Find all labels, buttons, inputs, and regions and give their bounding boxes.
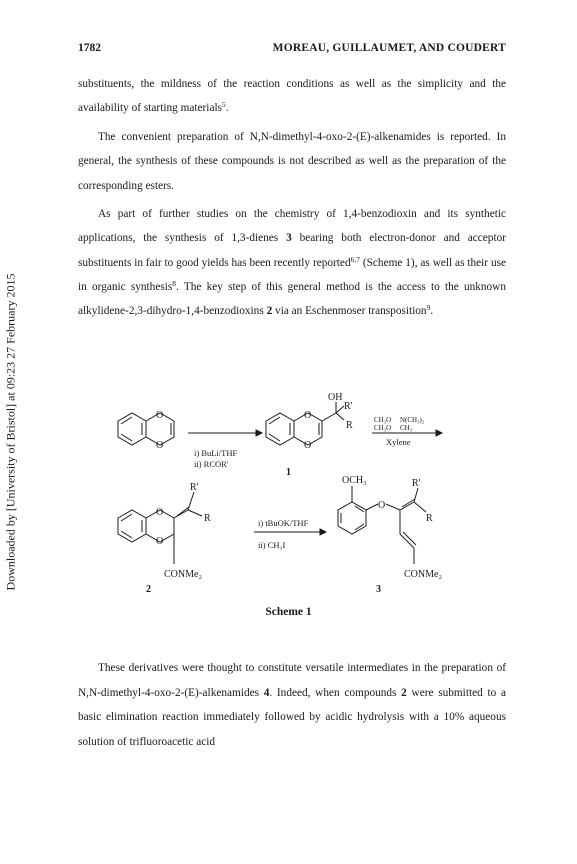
step3-reagent-2: ii) CH₃I <box>258 540 286 550</box>
conme2-2: CONMe₂ <box>164 569 202 580</box>
p3-e: (Scheme 1), as well as their use in organic synthesis <box>78 256 507 293</box>
step2-reagent-c: CH₃O <box>374 424 392 432</box>
download-notice: Downloaded by [University of Bristol] at 09:23 27 February 2015 <box>3 273 18 591</box>
r-prime-3: R' <box>412 478 421 489</box>
compound-2-structure <box>118 492 202 564</box>
o-atom-a2: O <box>156 440 164 451</box>
p4-a: These derivatives were thought to constitute versatile intermediates in the preparation of N,N-dimethyl-4-oxo-2-(E)-alkenamides <box>78 662 506 699</box>
o-atom-3: O <box>378 500 386 511</box>
paragraph-2: The convenient preparation of N,N-dimethyl-4-oxo-2-(E)-alkenamides is reported. In general, the synthesis of these compounds is not described as well as the preparation of the corresponding esters. <box>78 131 506 192</box>
step3-reagent-1: i) tBuOK/THF <box>258 518 309 528</box>
step1-reagent-1: i) BuLi/THF <box>194 448 238 458</box>
och3-group: OCH₃ <box>342 475 367 486</box>
compound-3-label: 3 <box>376 584 381 595</box>
r-group-2: R <box>204 513 211 524</box>
r-group-1: R <box>346 420 353 431</box>
reaction-scheme <box>80 376 510 616</box>
p1-text: substituents, the mildness of the reaction conditions as well as the simplicity and the availability of starting materials <box>78 78 506 115</box>
p3-compound-3: 3 <box>286 232 292 245</box>
conme2-3: CONMe₂ <box>404 569 442 580</box>
download-watermark <box>0 0 22 864</box>
paragraph-4 <box>78 656 506 754</box>
ref-6-7: 6,7 <box>350 254 360 264</box>
compound-1-structure <box>266 402 344 445</box>
scheme-caption: Scheme 1 <box>265 606 312 618</box>
step1-reagent-2: ii) RCOR' <box>194 459 229 469</box>
page-header <box>78 42 506 58</box>
p3-a: As part of further studies on the chemistry of 1,4-benzodioxin and its synthetic applications, the synthesis of 1,3-dienes <box>78 208 506 245</box>
compound-3-structure <box>338 486 426 564</box>
p4-c: . Indeed, when compounds <box>269 686 402 699</box>
ref-8: 8 <box>172 278 177 288</box>
r-group-3: R <box>426 513 433 524</box>
compound-1-label: 1 <box>286 467 291 478</box>
ref-5: 5 <box>222 100 226 110</box>
p3-k: . <box>430 305 434 318</box>
p1-tail: . <box>225 102 229 115</box>
p4-compound-2: 2 <box>401 686 407 699</box>
step2-solvent: Xylene <box>386 437 411 447</box>
r-prime-2: R' <box>190 482 199 493</box>
p3-compound-2: 2 <box>266 305 273 318</box>
o-atom-2b: O <box>156 536 164 547</box>
ref-9: 9 <box>426 303 431 313</box>
running-title: MOREAU, GUILLAUMET, AND COUDERT <box>272 42 506 54</box>
o-atom-1a: O <box>304 410 312 421</box>
oh-group: OH <box>328 392 343 403</box>
o-atom-a1: O <box>156 410 164 421</box>
p3-i: via an Eschenmoser transposition <box>272 305 427 318</box>
step2-reagent-d: CH₃ <box>400 424 413 432</box>
p4-compound-4: 4 <box>263 686 270 699</box>
benzodioxin-structure <box>118 413 174 445</box>
page-number: 1782 <box>78 42 101 54</box>
paragraph-3 <box>78 202 506 323</box>
step2-reagent-a: CH₃O <box>374 416 392 424</box>
p3-g: . The key step of this general method is the access to the unknown alkylidene-2,3-dihydro-1,4-benzodioxins <box>78 280 506 318</box>
p4-e: were submitted to a basic elimination reaction immediately followed by acidic hydrolysis with a 10% aqueous solution of trifluoroacetic acid <box>78 686 506 748</box>
compound-2-label: 2 <box>146 584 151 595</box>
p3-c: bearing both electron-donor and acceptor substituents in fair to good yields has been recently reported <box>78 232 506 269</box>
step2-reagent-b: N(CH₃)₂ <box>400 416 425 424</box>
o-atom-1b: O <box>304 440 312 451</box>
o-atom-2a: O <box>156 507 164 518</box>
r-prime-1: R' <box>344 401 353 412</box>
paragraph-1 <box>78 72 506 121</box>
